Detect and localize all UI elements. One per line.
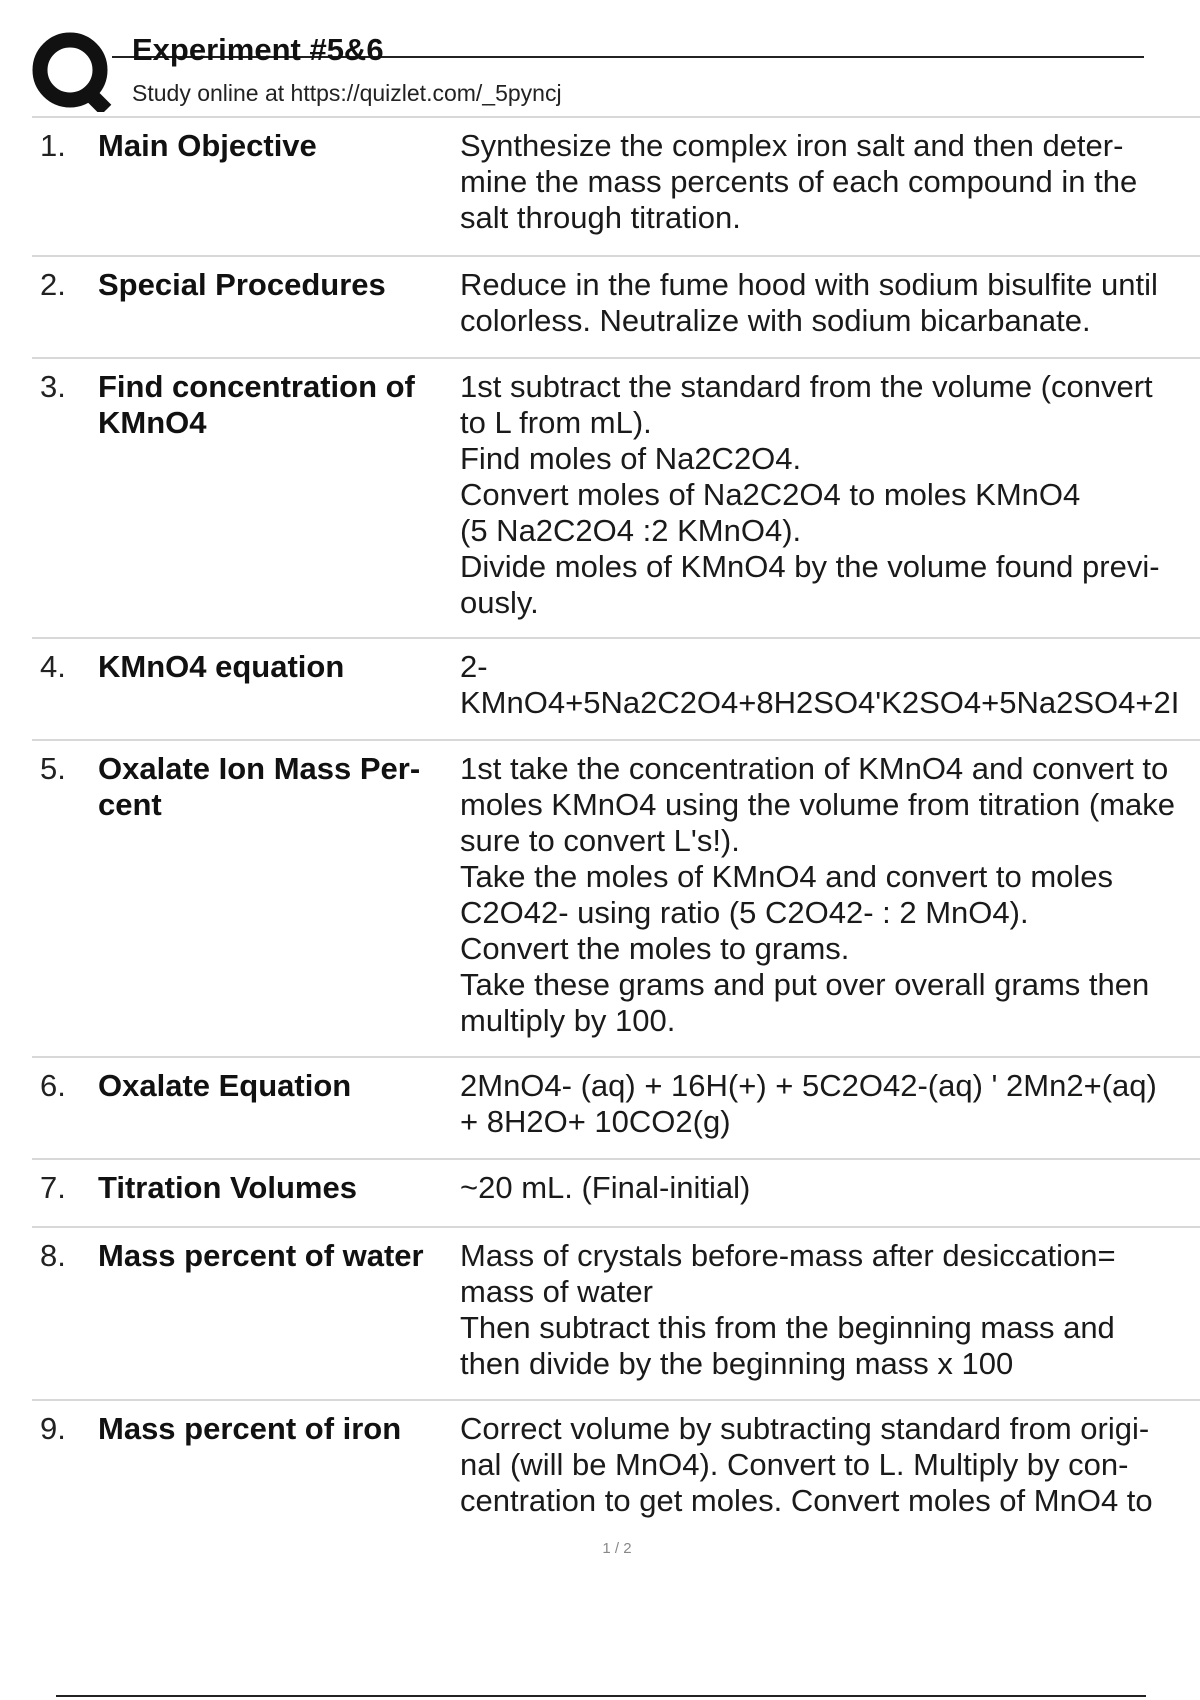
card-definition: 2MnO4- (aq) + 16H(+) + 5C2O42-(aq) ' 2Mn2+(aq) + 8H2O+ 10CO2(g) <box>460 1068 1157 1139</box>
flashcard-list <box>32 118 1200 1541</box>
card-term: Mass percent of iron <box>98 1411 402 1446</box>
card-term: Special Procedures <box>98 267 386 302</box>
card-definition: Mass of crystals before-mass after desiccation= mass of water Then subtract this from the beginning mass and then divide by the beginning mass x 100 <box>460 1238 1116 1381</box>
card-number: 5. <box>40 751 66 786</box>
card-term: Main Objective <box>98 128 317 163</box>
card-row-5 <box>32 741 1200 1058</box>
quizlet-logo-icon <box>32 30 114 112</box>
card-row-6 <box>32 1058 1200 1160</box>
footer-rule <box>56 1695 1146 1697</box>
card-number: 7. <box>40 1170 66 1205</box>
card-definition: ~20 mL. (Final-initial) <box>460 1170 751 1205</box>
card-term: Find concentration of KMnO4 <box>98 369 415 440</box>
card-definition: 1st subtract the standard from the volume (convert to L from mL). Find moles of Na2C2O4. Convert moles of Na2C2O4 to moles KMnO4 (5 Na2C2O4 :2 KMnO4). Divide moles of KMnO4 by the volume found previ- ously. <box>460 369 1160 620</box>
card-number: 4. <box>40 649 66 684</box>
card-row-4 <box>32 639 1200 741</box>
card-term: Mass percent of water <box>98 1238 424 1273</box>
card-term: Oxalate Ion Mass Per- cent <box>98 751 421 822</box>
card-row-3 <box>32 359 1200 639</box>
study-link-text: Study online at https://quizlet.com/_5pyncj <box>132 80 562 106</box>
card-number: 8. <box>40 1238 66 1273</box>
card-term: Titration Volumes <box>98 1170 357 1205</box>
card-term: KMnO4 equation <box>98 649 345 684</box>
card-definition: Correct volume by subtracting standard from origi- nal (will be MnO4). Convert to L. Multiply by con- centration to get moles. Convert moles of MnO4 to <box>460 1411 1153 1518</box>
card-number: 3. <box>40 369 66 404</box>
card-row-8 <box>32 1228 1200 1401</box>
card-number: 6. <box>40 1068 66 1103</box>
card-definition: Synthesize the complex iron salt and then deter- mine the mass percents of each compound in the salt through titration. <box>460 128 1138 235</box>
card-definition: 2- KMnO4+5Na2C2O4+8H2SO4'K2SO4+5Na2SO4+2I <box>460 649 1180 720</box>
card-row-9 <box>32 1401 1200 1541</box>
card-row-2 <box>32 257 1200 359</box>
card-term: Oxalate Equation <box>98 1068 352 1103</box>
card-row-7 <box>32 1160 1200 1228</box>
card-number: 9. <box>40 1411 66 1446</box>
page-indicator: 1 / 2 <box>602 1540 632 1557</box>
card-definition: Reduce in the fume hood with sodium bisulfite until colorless. Neutralize with sodium bicarbanate. <box>460 267 1158 338</box>
page-title: Experiment #5&6 <box>132 32 384 67</box>
card-row-1 <box>32 118 1200 257</box>
card-number: 1. <box>40 128 66 163</box>
card-definition: 1st take the concentration of KMnO4 and convert to moles KMnO4 using the volume from titration (make sure to convert L's!). Take the moles of KMnO4 and convert to moles C2O42- using ratio (5 C2O42- : 2 MnO4). Convert the moles to grams. Take these grams and put over overall grams then multiply by 100. <box>460 751 1175 1038</box>
card-number: 2. <box>40 267 66 302</box>
